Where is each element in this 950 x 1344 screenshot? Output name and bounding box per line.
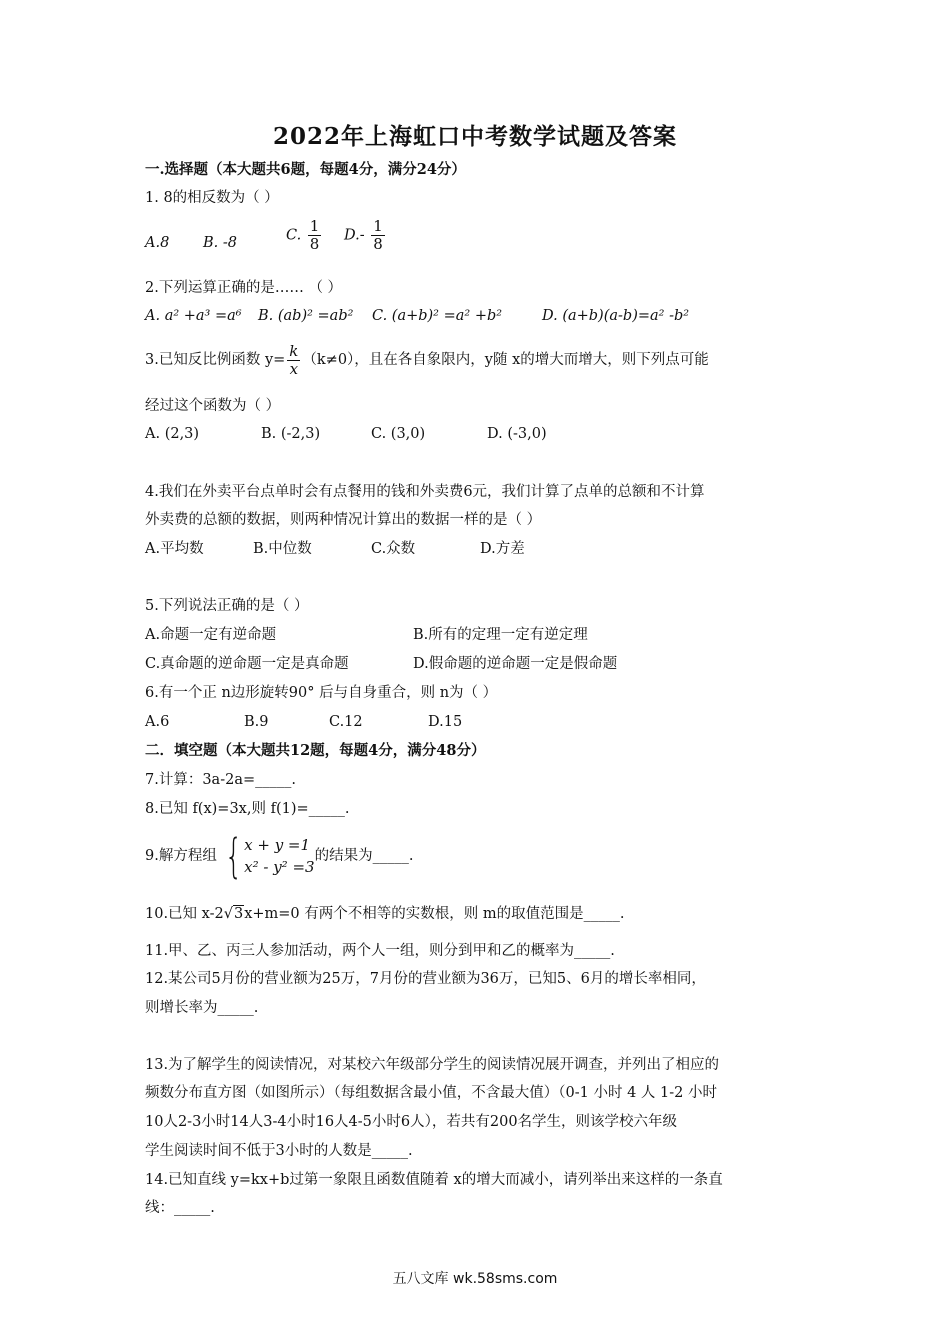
question-1-stem: 1. 8的相反数为（ ） [145, 190, 279, 206]
option-d: D.15 [428, 714, 463, 730]
option-c: C.12 [329, 714, 363, 730]
option-b: B.所有的定理一定有逆定理 [413, 627, 588, 643]
option-a: A.6 [145, 714, 170, 730]
question-13-line1: 13.为了解学生的阅读情况，对某校六年级部分学生的阅读情况展开调查，并列出了相应的 [145, 1057, 720, 1073]
option-c: C.众数 [371, 541, 416, 557]
option-b: B. (ab)² =ab² [258, 308, 354, 324]
footer-watermark: 五八文库 wk.58sms.com [392, 1271, 558, 1287]
option-a: A. (2,3) [145, 426, 200, 442]
page-title: 2022年上海虹口中考数学试题及答案 [272, 123, 677, 150]
option-a: A.平均数 [145, 541, 204, 557]
option-d: D. (a+b)(a-b)=a² -b² [542, 308, 690, 324]
option-c: C. (3,0) [371, 426, 426, 442]
equation-system: { x + y =1 x² - y² =3 [224, 829, 315, 883]
section-heading-fill: 二．填空题（本大题共12题，每题4分，满分48分） [145, 742, 486, 759]
option-d: D.假命题的逆命题一定是假命题 [413, 656, 618, 672]
question-4-line2: 外卖费的总额的数据，则两种情况计算出的数据一样的是（ ） [145, 512, 542, 528]
option-a: A.8 [145, 235, 170, 251]
question-2-stem: 2.下列运算正确的是…… （ ） [145, 280, 343, 296]
option-b: B. (-2,3) [261, 426, 321, 442]
question-12-line1: 12.某公司5月份的营业额为25万，7月份的营业额为36万，已知5、6月的增长率相同， [145, 971, 706, 987]
fraction: $\frac{1}{8}$ [309, 217, 320, 253]
option-d: D.方差 [480, 541, 525, 557]
option-a: A.命题一定有逆命题 [145, 627, 277, 643]
option-a: A. a² +a³ =a⁶ [145, 308, 242, 324]
option-d: D. (-3,0) [487, 426, 547, 442]
question-4-line1: 4.我们在外卖平台点单时会有点餐用的钱和外卖费6元，我们计算了点单的总额和不计算 [145, 484, 705, 500]
question-6-stem: 6.有一个正 n边形旋转90° 后与自身重合，则 n为（ ） [145, 685, 498, 701]
radical-icon: √ [223, 906, 233, 922]
question-12-line2: 则增长率为_____. [145, 1000, 259, 1016]
square-root: √3 [223, 906, 244, 922]
question-5-stem: 5.下列说法正确的是（ ） [145, 598, 309, 614]
question-3-stem: 3.已知反比例函数 y= $\frac{k}{x}$ （k≠0），且在各自象限内，y随 x的增大而增大，则下列点可能 [145, 341, 709, 378]
question-7: 7.计算：3a-2a=_____. [145, 772, 296, 788]
fraction: $\frac{1}{8}$ [373, 217, 383, 253]
section-heading-choice: 一.选择题（本大题共6题，每题4分，满分24分） [145, 161, 466, 178]
question-13-line4: 学生阅读时间不低于3小时的人数是_____. [145, 1143, 413, 1159]
option-c: C. (a+b)² =a² +b² [372, 308, 503, 324]
option-b: B.中位数 [253, 541, 312, 557]
question-11: 11.甲、乙、丙三人参加活动，两个人一组，则分到甲和乙的概率为_____. [145, 943, 615, 959]
question-3-stem-line2: 经过这个函数为（ ） [145, 398, 281, 414]
option-c: C. $\frac{1}{8}$ [286, 217, 320, 253]
option-d: D.- $\frac{1}{8}$ [344, 217, 383, 253]
question-10: 10.已知 x-2√3x+m=0 有两个不相等的实数根，则 m的取值范围是_____. [145, 906, 625, 922]
question-8: 8.已知 f(x)=3x,则 f(1)=_____. [145, 801, 350, 817]
option-b: B. -8 [203, 235, 237, 251]
question-14-line1: 14.已知直线 y=kx+b过第一象限且函数值随着 x的增大而减小，请列举出来这样的一条直 [145, 1172, 723, 1188]
question-13-line2: 频数分布直方图（如图所示）（每组数据含最小值，不含最大值）（0-1 小时 4 人 1-2 小时 [145, 1085, 717, 1101]
option-b: B.9 [244, 714, 269, 730]
question-14-line2: 线：_____. [145, 1200, 215, 1216]
fraction: $\frac{k}{x}$ [289, 341, 299, 378]
question-9: 9.解方程组 { x + y =1 x² - y² =3 的结果为_____. [145, 829, 414, 883]
question-13-line3: 10人2-3小时14人3-4小时16人4-5小时6人），若共有200名学生，则该学校六年级 [145, 1114, 678, 1130]
brace-icon: { [224, 829, 243, 883]
option-c: C.真命题的逆命题一定是真命题 [145, 656, 349, 672]
